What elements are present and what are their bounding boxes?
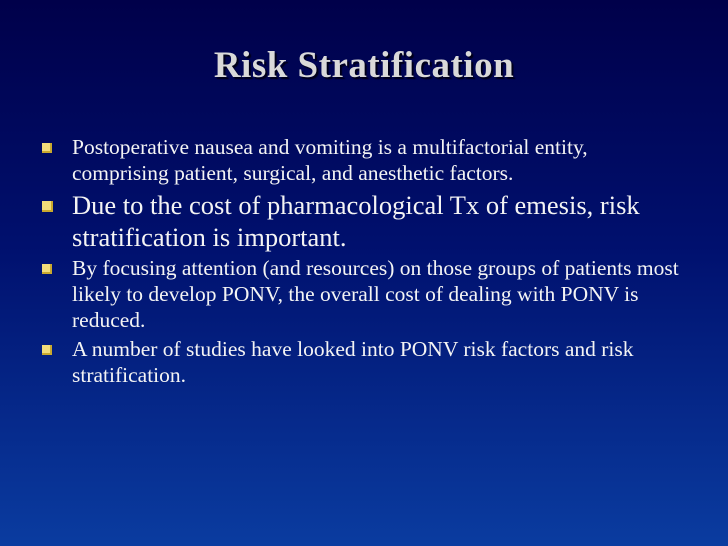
bullet-list <box>40 134 680 391</box>
bullet-item <box>40 255 680 333</box>
square-bullet-icon <box>42 264 52 274</box>
bullet-text: Postoperative nausea and vomiting is a multifactorial entity, comprising patient, surgical, and anesthetic factors. <box>72 135 588 185</box>
bullet-text: By focusing attention (and resources) on those groups of patients most likely to develop PONV, the overall cost of dealing with PONV is reduced. <box>72 256 679 332</box>
slide-title: Risk Stratification <box>213 45 515 86</box>
square-bullet-icon <box>42 143 52 153</box>
bullet-text: A number of studies have looked into PONV risk factors and risk stratification. <box>72 337 634 387</box>
bullet-item <box>40 134 680 186</box>
square-bullet-icon <box>42 345 52 355</box>
bullet-text: Due to the cost of pharmacological Tx of emesis, risk stratification is important. <box>72 190 640 252</box>
square-bullet-icon <box>42 201 53 212</box>
bullet-item <box>40 189 680 253</box>
bullet-item <box>40 336 680 388</box>
